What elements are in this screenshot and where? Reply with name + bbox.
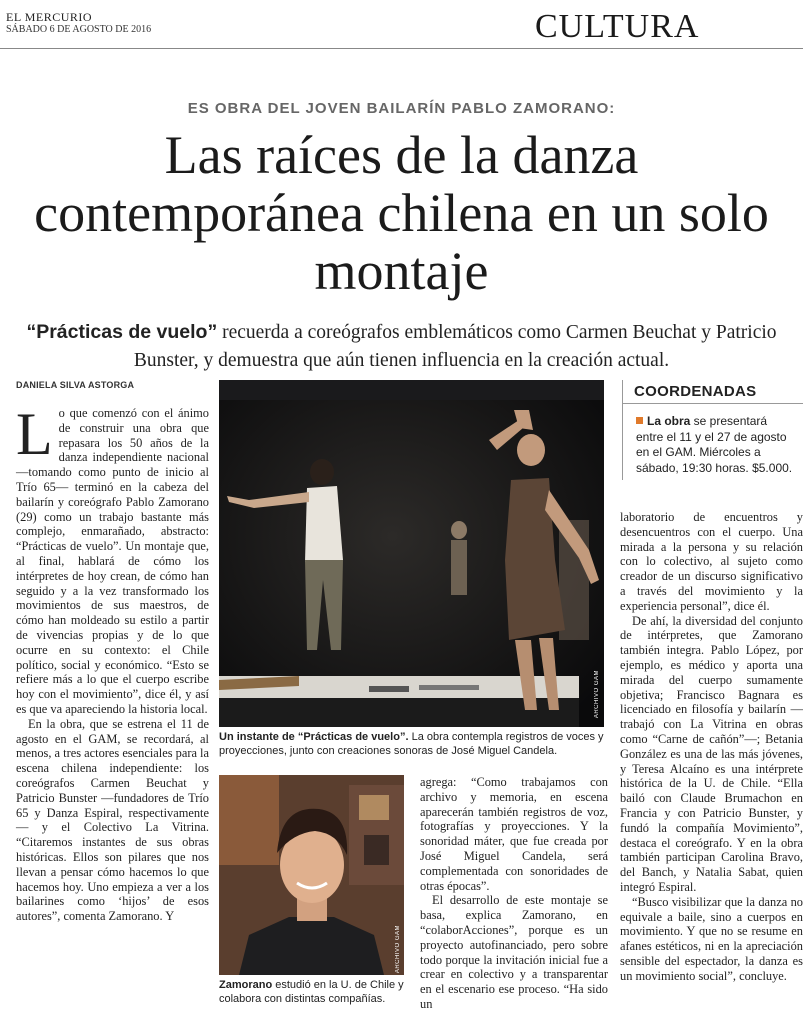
sidebar-lead: La obra <box>647 414 691 428</box>
publication-date: SÁBADO 6 DE AGOSTO DE 2016 <box>6 24 152 35</box>
drop-cap: L <box>16 401 53 467</box>
sidebar-rule <box>622 403 803 404</box>
paragraph-5: laboratorio de encuentros y desencuentros con el cuerpo. Una mirada a la persona y su relación con lo colectivo, al sujeto como creador de un discurso significativo a través del movimiento y la experiencia personal”, dice él. <box>620 510 803 613</box>
subheadline-text: recuerda a coreógrafos emblemáticos como Carmen Beuchat y Patricio Bunster, y demuestra que aún tienen influencia en la creación actual. <box>133 322 777 371</box>
sidebar-text: se presentará entre el 11 y el 27 de agosto en el GAM. Miércoles a sábado, 19:30 horas. $5.000. <box>636 414 793 475</box>
stage-photo-image <box>219 380 604 727</box>
portrait-caption-text: estudió en la U. de Chile y colabora con distintas compañías. <box>219 979 404 1005</box>
subheadline-lead: “Prácticas de vuelo” <box>26 321 218 343</box>
column-4 <box>620 510 803 984</box>
sidebar-body <box>636 414 796 476</box>
paragraph-4: El desarrollo de este montaje se basa, explica Zamorano, en “colaborAcciones”, porque es un proyecto autofinanciado, pero sobre todo porque la invitación inicial fue a crear en colectivo y a transparentar en el escenario ese proceso. “Ha sido un <box>420 893 608 1011</box>
subheadline <box>20 318 783 375</box>
portrait-caption <box>219 978 414 1006</box>
stage-photo <box>219 380 604 727</box>
portrait-photo-image <box>219 775 404 975</box>
section-title: CULTURA <box>535 8 700 45</box>
paragraph-1: o que comenzó con el ánimo de construir una obra que repasara los 50 años de la danza independiente nacional —tomando como punto de inicio al Trío 65— terminó en la cabeza del bailarín y coreógrafo Pablo Zamorano (29) como un trabajo bastante más complejo, enmarañado, abstracto: “Prácticas de vuelo”. Un montaje que, al final, hablará de cómo los intérpretes de hoy crean, de cómo han seguido y a la vez transformado los movimientos de sus maestros, de cómo han moldeado su estilo a partir de vivencias propias y de lo que ocurre en su contexto: el Chile político, social y económico. “Esto se refiere más a lo que el cuerpo escribe hoy con el movimiento”, dice él, y así es que va apareciendo la historia local. <box>16 406 209 716</box>
caption-text: La obra contempla registros de voces y proyecciones, junto con creaciones sonoras de José Miguel Candela. <box>219 731 604 757</box>
header-rule <box>0 48 803 49</box>
photo-caption <box>219 730 609 758</box>
sidebar-rule-vertical <box>622 380 623 480</box>
column-1 <box>16 401 209 924</box>
column-3 <box>420 775 608 1012</box>
portrait-credit: ARCHIVO GAM <box>395 925 401 974</box>
paragraph-3: agrega: “Como trabajamos con archivo y memoria, en escena aparecerán también registros de voz, fotografías y proyecciones. Y la sonoridad máter, que fue creada por José Miguel Candela, será complementada con sonoridades de otras épocas”. <box>420 775 608 893</box>
byline: DANIELA SILVA ASTORGA <box>16 380 135 390</box>
headline: Las raíces de la danza contemporánea chilena en un solo montaje <box>34 125 769 301</box>
paragraph-7: “Busco visibilizar que la danza no equivale a baile, sino a cuerpos en movimiento. Y que no se resume en afanes estéticos, ni en la apreciación sensible del espectador, la danza es un movimiento social”, concluye. <box>620 894 803 983</box>
sidebar-title: COORDENADAS <box>634 383 757 400</box>
newspaper-name: EL MERCURIO <box>6 10 93 24</box>
portrait-caption-lead: Zamorano <box>219 979 273 991</box>
caption-lead: Un instante de “Prácticas de vuelo”. <box>219 731 409 743</box>
kicker: ES OBRA DEL JOVEN BAILARÍN PABLO ZAMORANO: <box>187 100 616 117</box>
photo-credit: ARCHIVO GAM <box>594 670 600 719</box>
paragraph-2: En la obra, que se estrena el 11 de agosto en el GAM, se recordará, al menos, a tres actores esenciales para la escena chilena independiente: los coreógrafos Carmen Beuchat y Patricio Bunster —fundadores de Trío 65 y Danza Espiral, respectivamente— y el Colectivo La Vitrina. “Citaremos instantes de sus obras históricas. Ellos son pilares que nos llevan a pensar cómo hacemos lo que hacemos hoy. Uno empieza a ver a los bailarines como ‘hijos’ de esos autores”, comenta Zamorano. Y <box>16 716 209 924</box>
portrait-photo <box>219 775 404 975</box>
bullet-square-icon <box>636 417 643 424</box>
paragraph-6: De ahí, la diversidad del conjunto de intérpretes, que Zamorano también integra. Pablo López, por ejemplo, es médico y aporta una mirada del cuerpo sumamente objetiva; Francisco Bagnara es licenciado en filosofía y bailarín —trabajó con La Vitrina en obras como “Carne de cañón”—; Betania González es una de las más jóvenes, y Teresa Alcaíno es una intérprete histórica de la U. de Chile. “Ella bailó con Claude Brumachon en Francia y con Patricio Bunster, y fundó la compañía Movimiento”, destaca el coreógrafo. Y en la obra también participan Carolina Bravo, del Banch, y Natalia Sabat, quien integró Espiral. <box>620 613 803 894</box>
